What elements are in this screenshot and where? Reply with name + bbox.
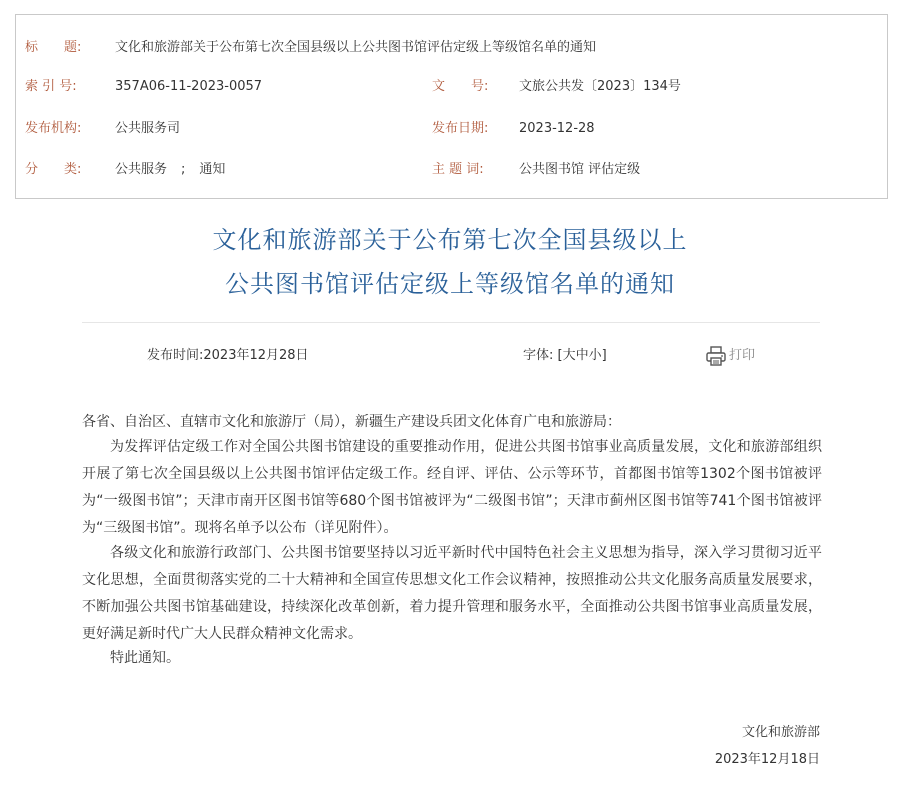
meta-index-value: 357A06-11-2023-0057 bbox=[115, 79, 263, 94]
print-button[interactable] bbox=[705, 345, 755, 367]
font-size-large-button[interactable]: 大 bbox=[562, 348, 576, 363]
meta-org-label: 发布机构: bbox=[25, 121, 82, 136]
document-title-line-2: 公共图书馆评估定级上等级馆名单的通知 bbox=[225, 270, 675, 298]
meta-title-label: 标 题: bbox=[25, 40, 82, 55]
print-label[interactable]: 打印 bbox=[729, 348, 756, 363]
font-size-label: 字体: bbox=[523, 348, 554, 363]
font-size-bracket-close: ] bbox=[601, 348, 607, 363]
meta-subject-value: 公共图书馆 评估定级 bbox=[519, 162, 641, 177]
publish-time-value: 2023年12月28日 bbox=[203, 348, 309, 363]
meta-row-title bbox=[16, 37, 887, 59]
meta-date-label: 发布日期: bbox=[432, 121, 489, 136]
meta-category-item: 通知 bbox=[199, 162, 226, 177]
meta-category-value bbox=[115, 159, 225, 181]
salutation: 各省、自治区、直辖市文化和旅游厅（局），新疆生产建设兵团文化体育广电和旅游局： bbox=[82, 414, 621, 430]
meta-row-org bbox=[16, 118, 887, 140]
printer-icon bbox=[705, 345, 727, 367]
meta-row-index bbox=[16, 76, 887, 98]
font-size-small-button[interactable]: 小 bbox=[588, 348, 602, 363]
body-paragraph-closing: 特此通知。 bbox=[110, 650, 180, 666]
font-size-control bbox=[523, 345, 607, 367]
body-paragraph-1: 为发挥评估定级工作对全国公共图书馆建设的重要推动作用，促进公共图书馆事业高质量发展，文化和旅游部组织开展了第七次全国县级以上公共图书馆评估定级工作。经自评、评估、公示等环节，首都图书馆等1302个图书馆被评为“一级图书馆”；天津市南开区图书馆等680个图书馆被评为“二级图书馆”；天津市蓟州区图书馆等741个图书馆被评为“三级图书馆”。现将名单予以公布（详见附件）。 bbox=[82, 439, 822, 536]
metadata-box bbox=[15, 14, 888, 199]
title-divider bbox=[82, 322, 820, 323]
signature-org: 文化和旅游部 bbox=[741, 725, 820, 740]
meta-category-item: 公共服务 bbox=[115, 162, 168, 177]
meta-row-category bbox=[16, 159, 887, 181]
meta-category-label: 分 类: bbox=[25, 162, 82, 177]
body-paragraph-2: 各级文化和旅游行政部门、公共图书馆要坚持以习近平新时代中国特色社会主义思想为指导，深入学习贯彻习近平文化思想，全面贯彻落实党的二十大精神和全国宣传思想文化工作会议精神，按照推动公共文化服务高质量发展要求，不断加强公共图书馆基础建设，持续深化改革创新，着力提升管理和服务水平，全面推动公共图书馆事业高质量发展，更好满足新时代广大人民群众精神文化需求。 bbox=[82, 545, 822, 642]
meta-category-separator: ; bbox=[181, 162, 186, 177]
meta-subject-label: 主 题 词: bbox=[432, 162, 484, 177]
publish-time bbox=[147, 345, 309, 367]
meta-docno-value: 文旅公共发〔2023〕134号 bbox=[519, 79, 681, 94]
meta-org-value: 公共服务司 bbox=[115, 121, 181, 136]
font-size-bracket-open: [ bbox=[557, 348, 563, 363]
font-size-medium-button[interactable]: 中 bbox=[575, 348, 589, 363]
meta-title-value: 文化和旅游部关于公布第七次全国县级以上公共图书馆评估定级上等级馆名单的通知 bbox=[115, 40, 597, 55]
document-title-line-1: 文化和旅游部关于公布第七次全国县级以上 bbox=[212, 226, 688, 254]
meta-docno-label: 文 号: bbox=[432, 79, 489, 94]
publish-time-label: 发布时间: bbox=[147, 348, 204, 363]
signature-date: 2023年12月18日 bbox=[714, 752, 820, 767]
meta-date-value: 2023-12-28 bbox=[519, 121, 595, 136]
meta-index-label: 索 引 号: bbox=[25, 79, 77, 94]
